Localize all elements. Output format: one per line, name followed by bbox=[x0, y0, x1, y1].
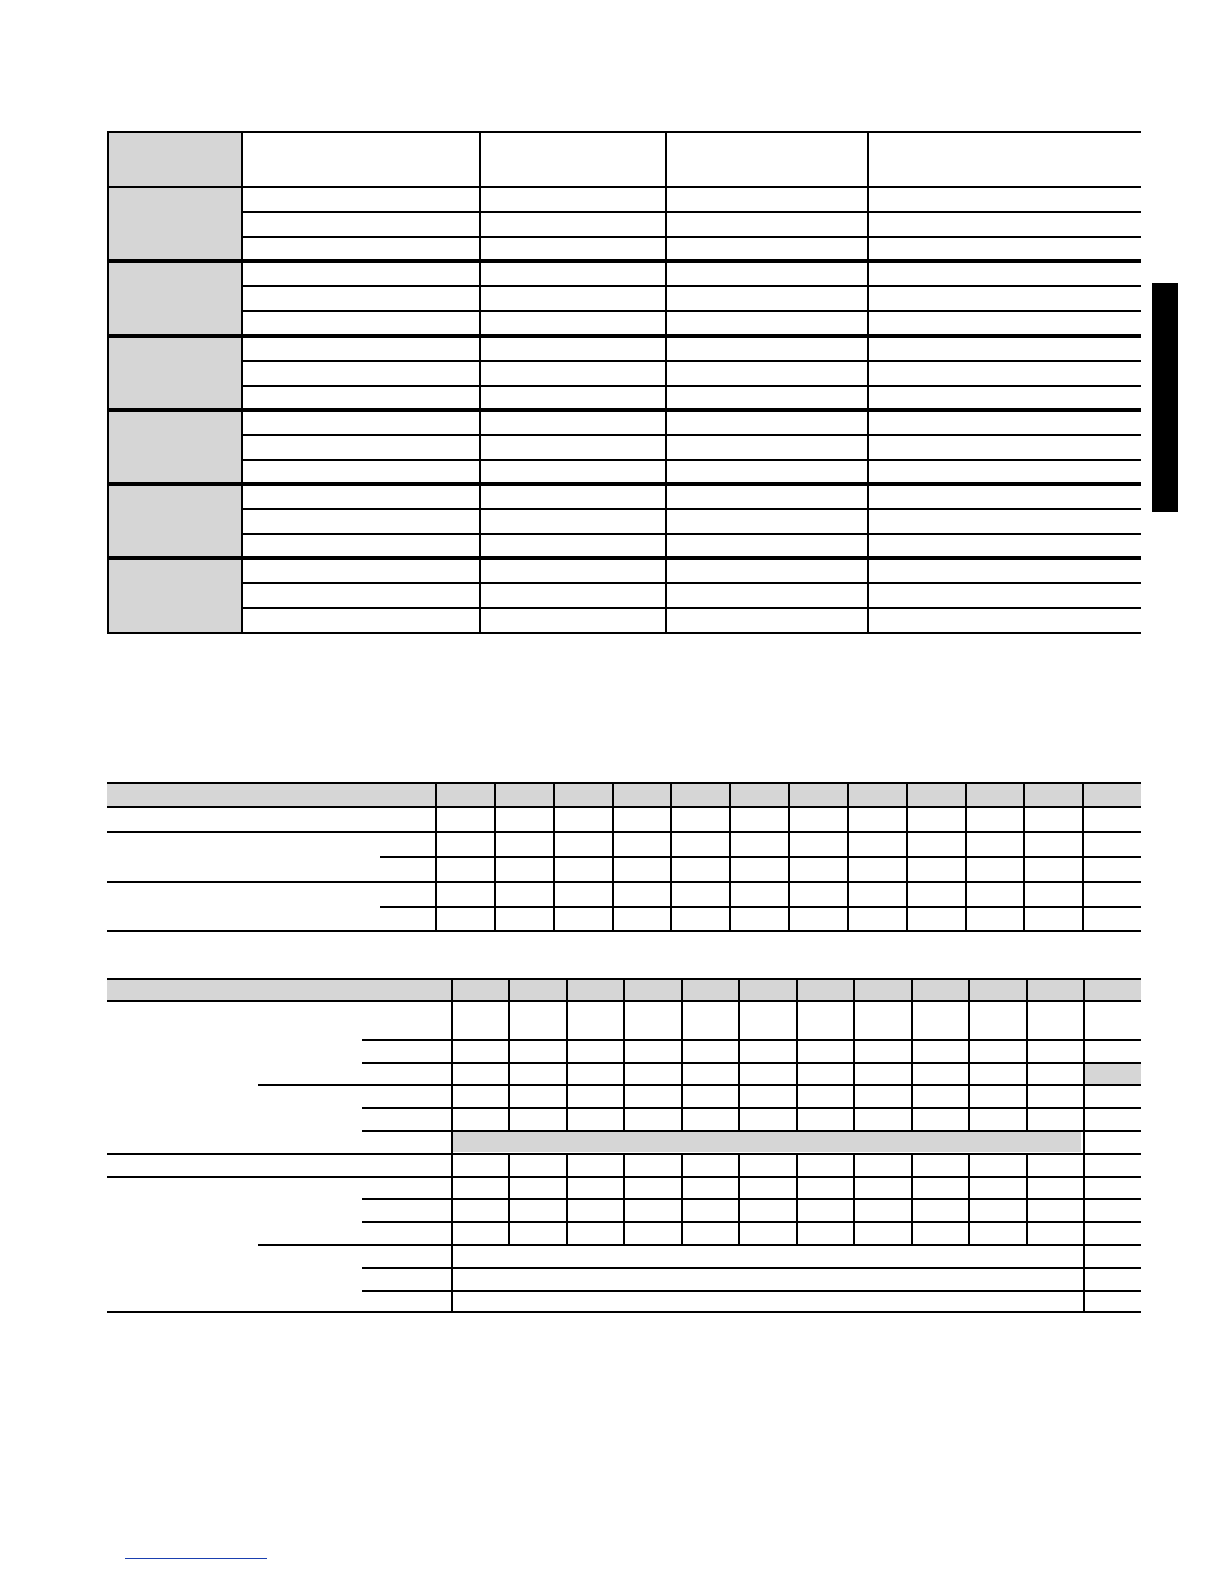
column-rule bbox=[729, 782, 731, 932]
table-cell bbox=[665, 336, 867, 361]
row-rule bbox=[362, 1290, 1141, 1292]
footer-rule bbox=[125, 1558, 267, 1559]
column-rule bbox=[796, 978, 798, 1132]
column-rule bbox=[623, 978, 625, 1132]
table-cell bbox=[729, 832, 788, 857]
table-cell bbox=[479, 336, 665, 361]
header-label bbox=[107, 978, 451, 1001]
table-cell bbox=[1082, 857, 1141, 882]
table-cell bbox=[612, 857, 671, 882]
table-cell bbox=[788, 857, 847, 882]
column-header bbox=[853, 978, 910, 1001]
table-rule bbox=[107, 632, 1141, 634]
table-cell bbox=[867, 410, 1141, 435]
row-label bbox=[107, 882, 367, 907]
table-cell bbox=[665, 558, 867, 583]
table-cell bbox=[241, 212, 479, 237]
column-header bbox=[623, 978, 680, 1001]
column-rule bbox=[479, 131, 481, 634]
table-cell bbox=[867, 509, 1141, 534]
table-cell bbox=[867, 484, 1141, 509]
table-rule bbox=[107, 131, 1141, 133]
column-header bbox=[1026, 978, 1083, 1001]
table-cell bbox=[241, 410, 479, 435]
group-label bbox=[108, 410, 241, 485]
table-cell bbox=[1023, 807, 1082, 832]
column-header bbox=[479, 133, 665, 187]
row-rule bbox=[362, 1198, 1141, 1200]
column-header bbox=[1082, 782, 1141, 807]
table-cell bbox=[847, 807, 906, 832]
table-cell bbox=[670, 832, 729, 857]
column-rule bbox=[738, 1153, 740, 1245]
group-label bbox=[108, 558, 241, 633]
table-cell bbox=[867, 608, 1141, 633]
column-header bbox=[1023, 782, 1082, 807]
table-cell bbox=[494, 832, 553, 857]
table-cell bbox=[906, 857, 965, 882]
column-rule bbox=[796, 1153, 798, 1245]
table-cell bbox=[867, 286, 1141, 311]
table-cell bbox=[729, 807, 788, 832]
row-rule bbox=[362, 1039, 1141, 1041]
table-cell bbox=[729, 882, 788, 907]
table-cell bbox=[670, 857, 729, 882]
table-cell bbox=[1023, 882, 1082, 907]
column-header bbox=[670, 782, 729, 807]
column-rule bbox=[788, 782, 790, 932]
column-rule bbox=[867, 131, 869, 634]
row-rule bbox=[241, 236, 1141, 238]
column-rule bbox=[553, 782, 555, 932]
row-sublabel bbox=[380, 832, 435, 857]
table-cell bbox=[965, 807, 1024, 832]
row-rule bbox=[107, 831, 1141, 833]
column-rule bbox=[738, 978, 740, 1132]
table-cell bbox=[729, 857, 788, 882]
table-cell bbox=[665, 608, 867, 633]
table-cell bbox=[494, 907, 553, 932]
table-cell bbox=[906, 807, 965, 832]
table-cell bbox=[479, 261, 665, 286]
table-cell bbox=[867, 187, 1141, 212]
group-label bbox=[108, 261, 241, 336]
row-rule bbox=[241, 310, 1141, 312]
table-cell bbox=[612, 807, 671, 832]
row-rule bbox=[241, 508, 1141, 510]
table-cell bbox=[479, 361, 665, 386]
column-rule bbox=[1023, 782, 1025, 932]
table-cell bbox=[665, 261, 867, 286]
column-header bbox=[788, 782, 847, 807]
table-cell bbox=[435, 857, 494, 882]
highlight-cell bbox=[1085, 1063, 1141, 1084]
table-cell bbox=[906, 882, 965, 907]
table-cell bbox=[867, 435, 1141, 460]
table-cell bbox=[665, 361, 867, 386]
table-cell bbox=[965, 832, 1024, 857]
row-rule bbox=[107, 881, 1141, 883]
table-cell bbox=[241, 484, 479, 509]
table-cell bbox=[241, 509, 479, 534]
column-header bbox=[451, 978, 508, 1001]
table-cell bbox=[665, 583, 867, 608]
table-cell bbox=[435, 832, 494, 857]
table-cell bbox=[665, 286, 867, 311]
row-rule bbox=[241, 385, 1141, 387]
group-rule bbox=[107, 556, 1141, 560]
table-cell bbox=[665, 311, 867, 336]
table-cell bbox=[670, 807, 729, 832]
table-rule bbox=[107, 930, 1141, 932]
table-cell bbox=[241, 311, 479, 336]
column-rule bbox=[508, 1153, 510, 1245]
column-rule bbox=[665, 131, 667, 634]
column-rule bbox=[681, 1153, 683, 1245]
column-rule bbox=[853, 1153, 855, 1245]
table-cell bbox=[965, 907, 1024, 932]
table-cell bbox=[435, 807, 494, 832]
table-cell bbox=[867, 212, 1141, 237]
column-rule bbox=[911, 1153, 913, 1245]
table-cell bbox=[241, 361, 479, 386]
table-cell bbox=[241, 286, 479, 311]
column-rule bbox=[847, 782, 849, 932]
table-cell bbox=[847, 857, 906, 882]
column-header bbox=[965, 782, 1024, 807]
table-cell bbox=[479, 484, 665, 509]
table-cell bbox=[479, 286, 665, 311]
column-header bbox=[107, 133, 241, 187]
column-rule bbox=[566, 978, 568, 1132]
table-cell bbox=[241, 608, 479, 633]
column-header bbox=[911, 978, 968, 1001]
column-rule bbox=[968, 978, 970, 1132]
row-rule bbox=[362, 1062, 1141, 1064]
column-rule bbox=[670, 782, 672, 932]
table-cell bbox=[241, 336, 479, 361]
row-rule bbox=[241, 434, 1141, 436]
table-cell bbox=[479, 187, 665, 212]
column-header bbox=[847, 782, 906, 807]
group-rule bbox=[107, 259, 1141, 263]
row-rule bbox=[362, 1221, 1141, 1223]
row-label bbox=[107, 907, 367, 932]
table-cell bbox=[479, 435, 665, 460]
group-rule bbox=[107, 482, 1141, 486]
table-cell bbox=[494, 857, 553, 882]
merged-band bbox=[453, 1132, 1081, 1152]
table-cell bbox=[729, 907, 788, 932]
table-cell bbox=[241, 261, 479, 286]
group-label bbox=[108, 336, 241, 411]
column-rule bbox=[435, 782, 437, 932]
table-cell bbox=[241, 187, 479, 212]
table-cell bbox=[665, 410, 867, 435]
row-sublabel bbox=[380, 882, 435, 907]
column-rule bbox=[853, 978, 855, 1132]
row-label bbox=[107, 807, 367, 832]
column-header bbox=[681, 978, 738, 1001]
table-cell bbox=[867, 583, 1141, 608]
column-rule bbox=[494, 782, 496, 932]
table-cell bbox=[665, 435, 867, 460]
table-cell bbox=[847, 907, 906, 932]
table-cell bbox=[435, 907, 494, 932]
group-label bbox=[108, 484, 241, 559]
row-rule bbox=[258, 1084, 1141, 1086]
table-cell bbox=[665, 509, 867, 534]
table-cell bbox=[479, 212, 665, 237]
column-header bbox=[566, 978, 623, 1001]
table-cell bbox=[847, 832, 906, 857]
row-rule bbox=[258, 1244, 1141, 1246]
table-cell bbox=[479, 583, 665, 608]
table-cell bbox=[788, 807, 847, 832]
table-cell bbox=[867, 261, 1141, 286]
table-cell bbox=[906, 907, 965, 932]
column-rule bbox=[965, 782, 967, 932]
row-rule bbox=[241, 459, 1141, 461]
column-rule bbox=[911, 978, 913, 1132]
row-rule bbox=[241, 285, 1141, 287]
table-cell bbox=[479, 410, 665, 435]
table-cell bbox=[1082, 807, 1141, 832]
group-label bbox=[108, 187, 241, 262]
table-cell bbox=[435, 882, 494, 907]
table-cell bbox=[553, 807, 612, 832]
column-rule bbox=[1026, 1153, 1028, 1245]
header-label bbox=[107, 782, 435, 807]
table-rule bbox=[107, 1311, 1141, 1313]
row-rule bbox=[241, 360, 1141, 362]
table-cell bbox=[665, 187, 867, 212]
column-rule bbox=[451, 978, 453, 1313]
table-cell bbox=[553, 832, 612, 857]
column-rule bbox=[241, 131, 243, 634]
table-cell bbox=[479, 311, 665, 336]
row-sublabel bbox=[380, 907, 435, 932]
table-cell bbox=[906, 832, 965, 857]
table-cell bbox=[612, 907, 671, 932]
column-header bbox=[665, 133, 867, 187]
row-rule bbox=[241, 211, 1141, 213]
table-cell bbox=[553, 907, 612, 932]
row-label bbox=[107, 857, 367, 882]
column-header bbox=[968, 978, 1025, 1001]
column-rule bbox=[612, 782, 614, 932]
column-header bbox=[435, 782, 494, 807]
row-label bbox=[107, 832, 367, 857]
column-rule bbox=[968, 1153, 970, 1245]
table-cell bbox=[241, 435, 479, 460]
column-header bbox=[738, 978, 795, 1001]
row-rule bbox=[362, 1130, 1141, 1132]
table-cell bbox=[494, 807, 553, 832]
table-cell bbox=[1023, 832, 1082, 857]
table-cell bbox=[494, 882, 553, 907]
row-rule bbox=[241, 533, 1141, 535]
column-header bbox=[729, 782, 788, 807]
section-thumb-tab bbox=[1152, 283, 1178, 512]
row-label bbox=[107, 1001, 357, 1039]
column-rule bbox=[508, 978, 510, 1132]
table-cell bbox=[479, 608, 665, 633]
table-cell bbox=[665, 212, 867, 237]
table-cell bbox=[670, 907, 729, 932]
table-cell bbox=[1082, 907, 1141, 932]
table-cell bbox=[867, 311, 1141, 336]
group-rule bbox=[107, 408, 1141, 412]
table-cell bbox=[788, 907, 847, 932]
column-header bbox=[241, 133, 479, 187]
column-rule bbox=[107, 131, 109, 634]
table-cell bbox=[788, 832, 847, 857]
column-rule bbox=[623, 1153, 625, 1245]
column-rule bbox=[1082, 782, 1084, 932]
table-cell bbox=[479, 558, 665, 583]
table-cell bbox=[965, 857, 1024, 882]
table-cell bbox=[867, 336, 1141, 361]
column-header bbox=[906, 782, 965, 807]
table-cell bbox=[612, 832, 671, 857]
table-cell bbox=[612, 882, 671, 907]
table-cell bbox=[965, 882, 1024, 907]
table-cell bbox=[788, 882, 847, 907]
table-cell bbox=[867, 361, 1141, 386]
table-cell bbox=[241, 583, 479, 608]
table-cell bbox=[1023, 857, 1082, 882]
table-cell bbox=[241, 558, 479, 583]
table-cell bbox=[670, 882, 729, 907]
table-cell bbox=[479, 509, 665, 534]
column-header bbox=[508, 978, 565, 1001]
table-cell bbox=[1023, 907, 1082, 932]
row-rule bbox=[362, 1107, 1141, 1109]
column-header bbox=[1083, 978, 1141, 1001]
row-rule bbox=[362, 1267, 1141, 1269]
column-header bbox=[612, 782, 671, 807]
column-header bbox=[796, 978, 853, 1001]
table-cell bbox=[665, 484, 867, 509]
group-rule bbox=[107, 334, 1141, 338]
table-cell bbox=[1082, 832, 1141, 857]
column-rule bbox=[566, 1153, 568, 1245]
column-header bbox=[553, 782, 612, 807]
column-rule bbox=[1026, 978, 1028, 1132]
table-cell bbox=[847, 882, 906, 907]
column-rule bbox=[681, 978, 683, 1132]
row-rule bbox=[241, 582, 1141, 584]
column-header bbox=[867, 133, 1141, 187]
table-cell bbox=[553, 882, 612, 907]
column-rule bbox=[906, 782, 908, 932]
table-cell bbox=[1082, 882, 1141, 907]
table-cell bbox=[553, 857, 612, 882]
row-rule bbox=[241, 607, 1141, 609]
column-rule bbox=[1083, 978, 1085, 1313]
row-sublabel bbox=[380, 857, 435, 882]
column-header bbox=[494, 782, 553, 807]
table-cell bbox=[867, 558, 1141, 583]
